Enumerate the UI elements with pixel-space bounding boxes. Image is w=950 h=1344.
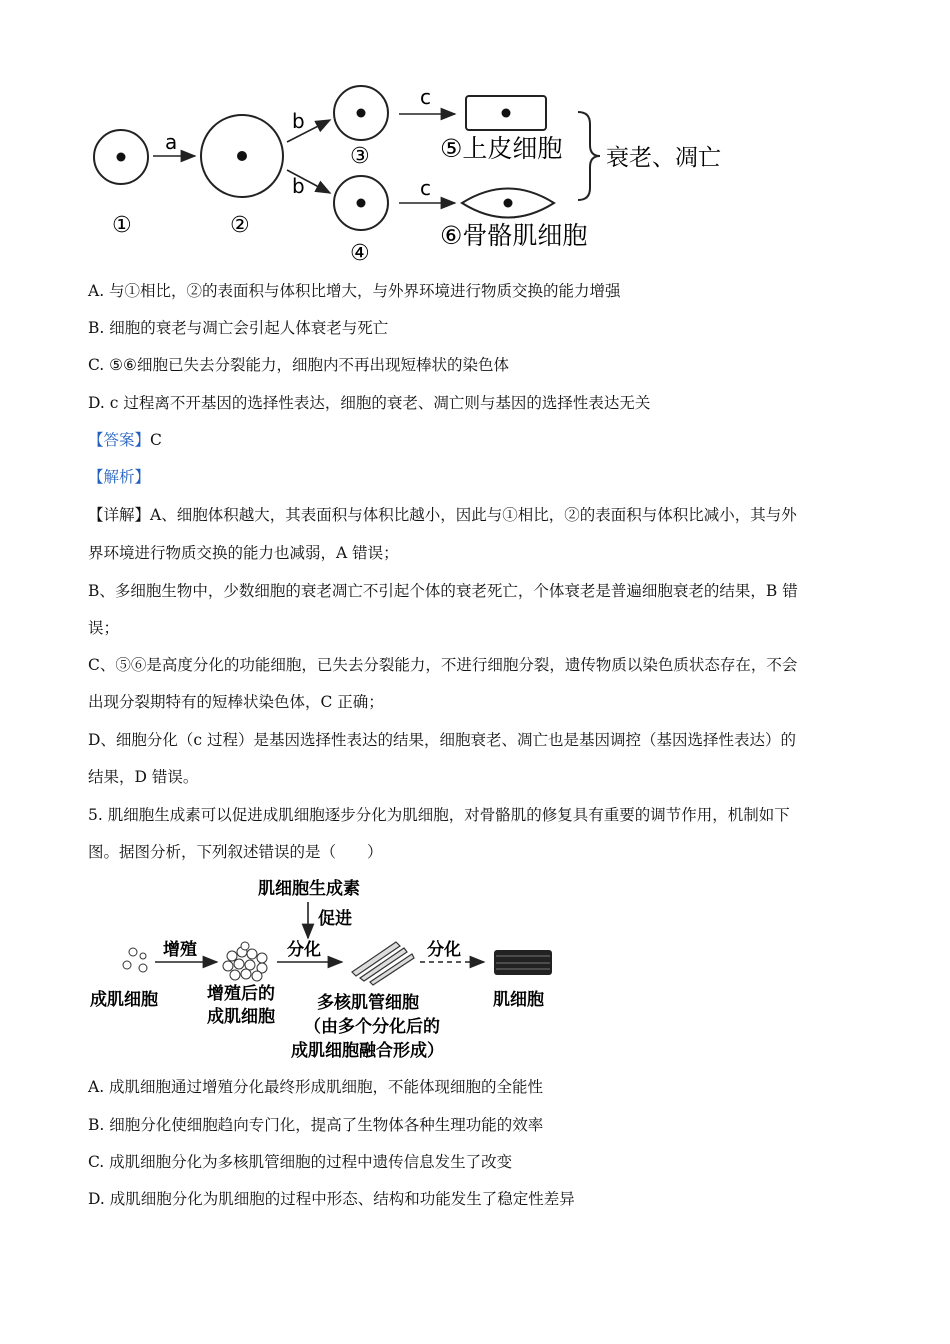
bracket	[578, 112, 600, 200]
detail-label: 【详解】	[88, 506, 151, 524]
q5-stem-2: 图。据图分析，下列叙述错误的是（ ）	[88, 843, 383, 861]
arrow-a-label: a	[165, 130, 178, 154]
myotube-label-2: （由多个分化后的	[304, 1017, 440, 1037]
q5-stem-1: 5. 肌细胞生成素可以促进成肌细胞逐步分化为肌细胞，对骨骼肌的修复具有重要的调节作用，机制如下	[88, 806, 790, 824]
detail-line-7: D、细胞分化（c 过程）是基因选择性表达的结果，细胞衰老、凋亡也是基因调控（基因选择性表达）的	[88, 731, 797, 749]
muscle-cell-label: 肌细胞	[493, 990, 544, 1010]
differentiate-label-2: 分化	[427, 940, 461, 960]
q5-option-b: B. 细胞分化使细胞趋向专门化，提高了生物体各种生理功能的效率	[88, 1116, 544, 1134]
differentiate-label-1: 分化	[287, 940, 321, 960]
myoblast-differentiation-figure	[0, 868, 950, 1068]
arrow-b-bottom-label: b	[292, 174, 305, 198]
cell-4-label: ④	[350, 241, 370, 266]
q4-option-d: D. c 过程离不开基因的选择性表达，细胞的衰老、凋亡则与基因的选择性表达无关	[88, 394, 651, 412]
muscle-fiber	[494, 950, 552, 975]
analysis-line	[88, 467, 150, 487]
cell-3-label: ③	[350, 144, 370, 169]
arrow-c-bottom-label: c	[420, 176, 431, 200]
q5-option-d: D. 成肌细胞分化为肌细胞的过程中形态、结构和功能发生了稳定性差异	[88, 1190, 575, 1208]
arrow-c-top-label: c	[420, 85, 431, 109]
myotube-label-1: 多核肌管细胞	[317, 993, 419, 1013]
detail-line-4: 误；	[88, 619, 120, 637]
myotube-cells	[352, 942, 414, 985]
detail-line-1	[88, 505, 797, 525]
cell-5-label: ⑤上皮细胞	[440, 134, 563, 163]
detail-line-5: C、⑤⑥是高度分化的功能细胞，已失去分裂能力，不进行细胞分裂，遗传物质以染色质状态存在，不会	[88, 656, 798, 674]
aging-apoptosis-label: 衰老、凋亡	[606, 145, 721, 171]
cell-2-label: ②	[230, 213, 250, 238]
q5-option-a: A. 成肌细胞通过增殖分化最终形成肌细胞，不能体现细胞的全能性	[88, 1078, 544, 1096]
cell-1-label: ①	[112, 213, 132, 238]
cell-differentiation-figure	[0, 0, 950, 275]
detail-text: A、细胞体积越大，其表面积与体积比越小，因此与①相比，②的表面积与体积比减小，其与外	[150, 506, 797, 524]
proliferated-myoblast-cluster	[223, 942, 267, 981]
detail-line-2: 界环境进行物质交换的能力也减弱，A 错误；	[88, 544, 399, 562]
detail-line-8: 结果，D 错误。	[88, 768, 199, 786]
detail-line-3: B、多细胞生物中，少数细胞的衰老凋亡不引起个体的衰老死亡，个体衰老是普遍细胞衰老的结果，B 错	[88, 582, 798, 600]
proliferated-label-2: 成肌细胞	[207, 1007, 275, 1027]
answer-line	[88, 430, 162, 450]
myogenin-label: 肌细胞生成素	[258, 879, 360, 899]
arrow-b-top-label: b	[292, 109, 305, 133]
q4-option-b: B. 细胞的衰老与凋亡会引起人体衰老与死亡	[88, 319, 389, 337]
answer-value: C	[150, 431, 162, 449]
answer-label: 【答案】	[88, 431, 151, 449]
analysis-label: 【解析】	[88, 468, 151, 486]
proliferated-label-1: 增殖后的	[207, 984, 275, 1004]
detail-line-6: 出现分裂期特有的短棒状染色体，C 正确；	[88, 693, 384, 711]
myotube-label-3: 成肌细胞融合形成）	[291, 1041, 444, 1061]
promote-label: 促进	[318, 909, 352, 929]
proliferate-label: 增殖	[163, 940, 197, 960]
q5-option-c: C. 成肌细胞分化为多核肌管细胞的过程中遗传信息发生了改变	[88, 1153, 513, 1171]
q4-option-a: A. 与①相比，②的表面积与体积比增大，与外界环境进行物质交换的能力增强	[88, 282, 621, 300]
q4-option-c: C. ⑤⑥细胞已失去分裂能力，细胞内不再出现短棒状的染色体	[88, 356, 509, 374]
myoblast-label: 成肌细胞	[90, 990, 158, 1010]
cell-6-label: ⑥骨骼肌细胞	[440, 221, 588, 250]
myoblast-cells	[123, 948, 147, 972]
